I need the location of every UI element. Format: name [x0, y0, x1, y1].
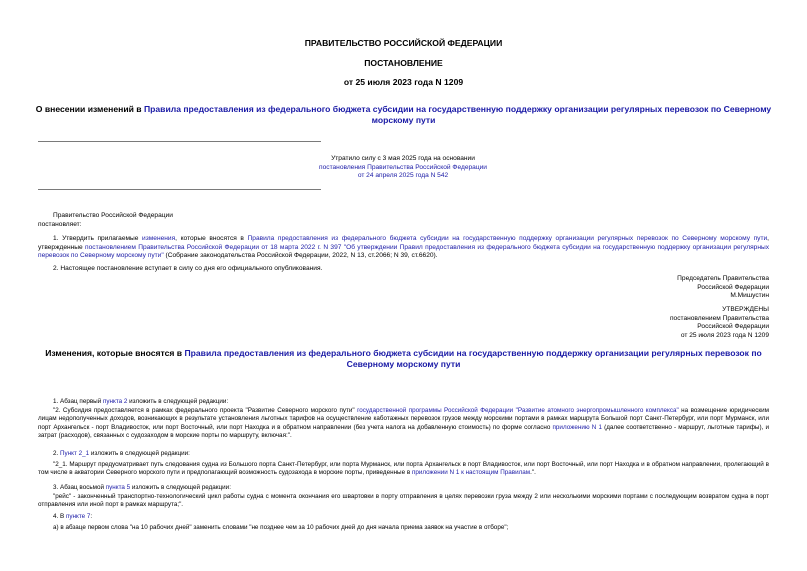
- item-1: 1. Утвердить прилагаемые изменения, которые вносятся в Правила предоставления из федерального бюджета субсидии на государственную поддержку организации регулярных перевозок по Северному морскому пути, утвержденные постановлением Правительства Российской Федерации от 18 марта 2022 г. N 397 "Об утверждении Правил предоставления из федерального бюджета субсидии на государственную поддержку организации регулярных перевозок по Северному морскому пути" (Собрание законодательства Российской Федерации, 2022, N 13, ст.2066; N 39, ст.6620).: [38, 235, 769, 260]
- approved-block: [560, 306, 769, 340]
- lost-force-decree-link[interactable]: постановления Правительства Российской Федерации: [319, 163, 487, 171]
- approved-line3: Российской Федерации: [697, 323, 769, 331]
- appendix-1-rules-link[interactable]: приложении N 1 к настоящим Правилам: [411, 469, 531, 477]
- state-program-link[interactable]: государственной программы Российской Федерации "Развитие атомного энергопромышленного комплекса": [357, 407, 679, 414]
- signature-name: М.Мишустин: [730, 292, 769, 300]
- preamble-line2: постановляет:: [38, 221, 82, 228]
- point-7-link[interactable]: пункте 7: [65, 513, 91, 520]
- approved-date: от 25 июля 2023 года N 1209: [680, 331, 769, 339]
- change-1-text: "2. Субсидия предоставляется в рамках федерального проекта "Развитие Северного морского пути" государственной программы Российской Федерации "Развитие атомного энергопромышленного комплекса" на возмещение юридическим лицам недополученных доходов, возникающих в результате установления льготных тарифов на осуществление каботажных перевозок грузов между морскими портами в рамках маршрута Большой порт Санкт-Петербург, или порт Мурманск, или порт Архангельск - порт Владивосток, или порт Восточный, или порт Находка и в обратном направлении (без учета налога на добавленную стоимость) по форме согласно приложению N 1 (далее соответственно - маршрут, льготные тарифы), и затрат (расходов), связанных с судозаходом в морские порты по маршруту, включая:".: [38, 407, 769, 440]
- divider-bottom: [38, 189, 321, 190]
- document-type: ПОСТАНОВЛЕНИЕ: [364, 58, 443, 68]
- change-2-text: "2_1. Маршрут предусматривает путь следования судна из Большого порта Санкт-Петербург, или порта Мурманск, или порта Архангельск в порт Владивосток, или порт Восточный, или порт Находка и в обратном направлении, пролегающий в том числе в акватории Северного морского пути и предполагающий возможность судозахода в морские порты, приведенные в приложении N 1 к настоящим Правилам.".: [38, 461, 769, 477]
- changes-title-prefix: Изменения, которые вносятся в: [45, 348, 185, 358]
- changes-title: [28, 348, 779, 370]
- divider-top: [38, 141, 321, 142]
- point-5-link[interactable]: пункта 5: [105, 484, 131, 491]
- change-1-intro: 1. Абзац первый пункта 2 изложить в следующей редакции:: [53, 398, 229, 405]
- decree-397-link[interactable]: постановлением Правительства Российской Федерации от 18 марта 2022 г. N 397 "Об утверждении Правил предоставления из федерального бюджета субсидии на государственную поддержку организации регулярных перевозок по Северному морскому пути": [38, 243, 769, 260]
- changes-rules-link[interactable]: Правила предоставления из федерального бюджета субсидии на государственную поддержку организации регулярных перевозок по Северному морскому пути: [184, 348, 762, 369]
- approved-line2: постановлением Правительства: [669, 314, 769, 322]
- document-title-prefix: О внесении изменений в: [35, 104, 144, 114]
- rules-title-link[interactable]: Правила предоставления из федерального бюджета субсидии на государственную поддержку организации регулярных перевозок по Северному морскому пути: [143, 104, 772, 125]
- point-2-1-link[interactable]: Пункт 2_1: [60, 450, 90, 457]
- document-date-number: от 25 июля 2023 года N 1209: [343, 77, 464, 87]
- lost-force-decree-date-link[interactable]: от 24 апреля 2025 года N 542: [357, 172, 449, 180]
- change-4a-text: а) в абзаце первом слова "на 10 рабочих дней" заменить словами "не позднее чем за 10 рабочих дней до дня начала приема заявок на участие в отборе";: [53, 524, 509, 531]
- preamble-line1: Правительство Российской Федерации: [53, 212, 173, 219]
- item-2: 2. Настоящее постановление вступает в силу со дня его официального опубликования.: [53, 265, 323, 272]
- appendix-1-link[interactable]: приложению N 1: [552, 423, 602, 431]
- signature-position: Председатель Правительства: [677, 275, 769, 282]
- change-3-intro: 3. Абзац восьмой пункта 5 изложить в следующей редакции:: [53, 484, 231, 491]
- point-2-link[interactable]: пункта 2: [102, 398, 128, 405]
- rules-link[interactable]: Правила предоставления из федерального бюджета субсидии на государственную поддержку организации регулярных перевозок по Северному морскому пути: [247, 235, 768, 242]
- change-2-intro: 2. Пункт 2_1 изложить в следующей редакции:: [53, 450, 190, 457]
- signature-block: [560, 275, 769, 301]
- lost-force-text: Утратило силу с 3 мая 2025 года на основании: [331, 155, 475, 162]
- approved-heading: УТВЕРЖДЕНЫ: [722, 306, 769, 313]
- government-heading: ПРАВИТЕЛЬСТВО РОССИЙСКОЙ ФЕДЕРАЦИИ: [304, 38, 503, 48]
- lost-force-note: [250, 155, 556, 181]
- change-3-text: "рейс" - законченный транспортно-технологический цикл работы судна с момента окончания его швартовки в порту отправления в целях перевозки груза между 2 или несколькими морскими портами с последующим возвратом судна в порт отправления или иной порт в рамках маршрута;".: [38, 493, 769, 509]
- change-4-intro: 4. В пункте 7:: [53, 513, 93, 520]
- changes-link[interactable]: изменения: [142, 235, 176, 242]
- document-title: [28, 104, 779, 126]
- signature-country: Российской Федерации: [697, 283, 769, 291]
